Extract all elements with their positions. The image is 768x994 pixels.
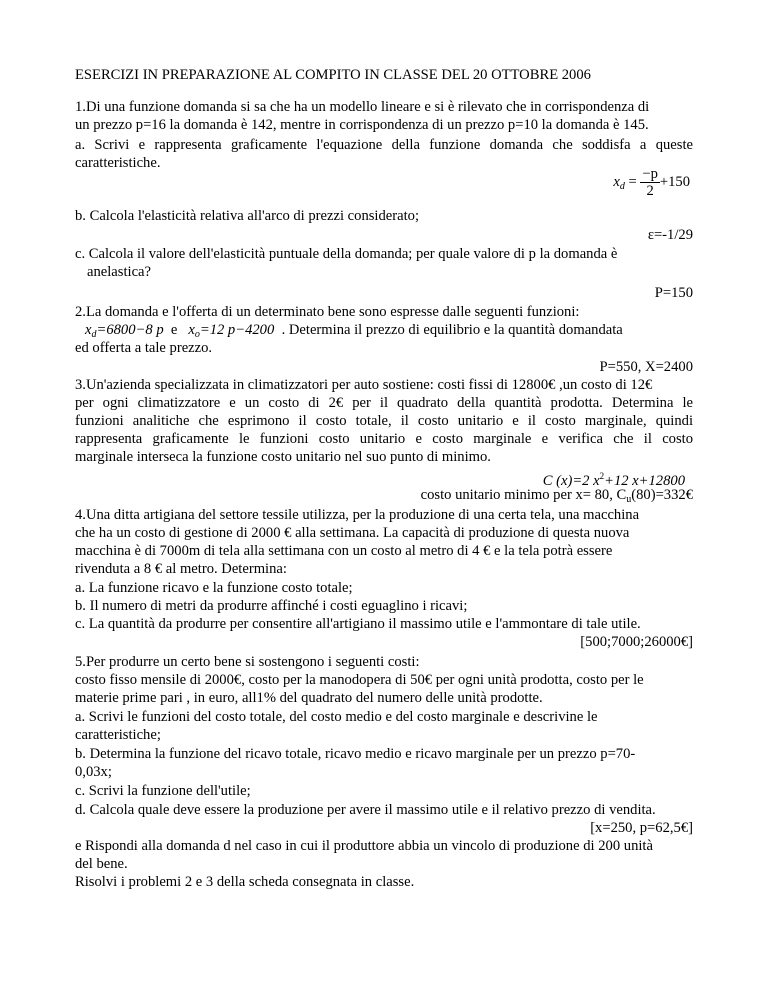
ex1-part-c-answer: P=150 xyxy=(654,285,693,301)
ex5-part-a-line-2: caratteristiche; xyxy=(75,727,161,743)
ex3-line-1: 3.Un'azienda specializzata in climatizzatori per auto sostiene: costi fissi di 12800€ ,un costo di 12€ xyxy=(75,377,653,393)
formula-var-x: x xyxy=(613,173,620,190)
ex5-part-d: d. Calcola quale deve essere la produzione per avere il massimo utile e il relativo prezzo di vendita. xyxy=(75,802,656,818)
ex3-line-2: per ogni climatizzatore e un costo di 2€ per il quadrato della quantità prodotta. Determina le xyxy=(75,395,693,411)
demand-expression: =6800−8 p xyxy=(96,322,164,338)
supply-expression: =12 p−4200 xyxy=(199,322,275,338)
supply-sub: o xyxy=(194,329,200,340)
ex2-answer: P=550, X=2400 xyxy=(599,359,693,375)
ex1-part-a-line-1: a. Scrivi e rappresenta graficamente l'equazione della funzione domanda che soddisfa a queste xyxy=(75,137,693,153)
ex1-part-c-line-2: anelastica? xyxy=(87,264,152,280)
demand-var: x xyxy=(85,322,92,338)
ex3-answer-text: costo unitario minimo per x= 80, C xyxy=(420,487,627,503)
ex1-line-2: un prezzo p=16 la domanda è 142, mentre in corrispondenza di un prezzo p=10 la domanda è 145. xyxy=(75,117,649,133)
ex3-line-4: rappresenta graficamente le funzioni costo unitario e costo marginale e verifica che il costo xyxy=(75,431,693,447)
ex5-part-e-line-2: del bene. xyxy=(75,856,128,872)
ex1-demand-formula: $x_d$ = $\frac{-p}{2}$ +150 xyxy=(613,166,690,199)
ex4-part-b: b. Il numero di metri da produrre affinché i costi eguaglino i ricavi; xyxy=(75,598,468,614)
formula-constant: +150 xyxy=(659,173,690,190)
ex5-part-b-line-1: b. Determina la funzione del ricavo totale, ricavo medio e ricavo marginale per un prezzo p=70- xyxy=(75,746,636,762)
ex1-part-c-line-1: c. Calcola il valore dell'elasticità puntuale della domanda; per quale valore di p la domanda è xyxy=(75,246,618,262)
ex4-line-4: rivenduta a 8 € al metro. Determina: xyxy=(75,561,287,577)
ex4-answer: [500;7000;26000€] xyxy=(580,634,693,650)
ex4-line-2: che ha un costo di gestione di 2000 € alla settimana. La capacità di produzione di questa nuova xyxy=(75,525,630,541)
ex4-part-a: a. La funzione ricavo e la funzione costo totale; xyxy=(75,580,353,596)
formula-fraction xyxy=(640,166,660,199)
conjunction: e xyxy=(170,322,178,338)
ex2-instruction: . Determina il prezzo di equilibrio e la quantità domandata xyxy=(281,322,623,338)
formula-denominator: 2 xyxy=(646,183,654,199)
ex3-line-3: funzioni analitiche che esprimono il costo totale, il costo unitario e il costo marginale, quindi xyxy=(75,413,693,429)
ex3-line-5: marginale interseca la funzione costo unitario nel suo punto di minimo. xyxy=(75,449,491,465)
ex5-answer: [x=250, p=62,5€] xyxy=(590,820,693,836)
ex3-answer-value: (80)=332€ xyxy=(631,487,693,503)
cost-formula-right: +12 x+12800 xyxy=(604,473,685,489)
ex5-line-1: 5.Per produrre un certo bene si sostengono i seguenti costi: xyxy=(75,654,420,670)
ex4-part-c: c. La quantità da produrre per consentire all'artigiano il massimo utile e l'ammontare di tale utile. xyxy=(75,616,641,632)
formula-numerator: −p xyxy=(642,166,658,182)
ex2-line-3: ed offerta a tale prezzo. xyxy=(75,340,213,356)
ex5-part-b-line-2: 0,03x; xyxy=(75,764,112,780)
supply-var: x xyxy=(188,322,195,338)
ex4-line-1: 4.Una ditta artigiana del settore tessile utilizza, per la produzione di una certa tela, una macchina xyxy=(75,507,640,523)
ex5-line-2: costo fisso mensile di 2000€, costo per la manodopera di 50€ per ogni unità prodotta, costo per le xyxy=(75,672,644,688)
ex5-line-3: materie prime pari , in euro, all1% del quadrato del numero delle unità prodotte. xyxy=(75,690,543,706)
ex1-part-b: b. Calcola l'elasticità relativa all'arco di prezzi considerato; xyxy=(75,208,420,224)
ex5-part-c: c. Scrivi la funzione dell'utile; xyxy=(75,783,251,799)
document-title: ESERCIZI IN PREPARAZIONE AL COMPITO IN CLASSE DEL 20 OTTOBRE 2006 xyxy=(75,67,591,83)
ex5-part-a-line-1: a. Scrivi le funzioni del costo totale, del costo medio e del costo marginale e descrivine le xyxy=(75,709,598,725)
formula-sub-d: d xyxy=(619,180,625,192)
ex2-line-1: 2.La domanda e l'offerta di un determinato bene sono espresse dalle seguenti funzioni: xyxy=(75,304,580,320)
ex1-part-a-line-2: caratteristiche. xyxy=(75,155,161,171)
ex4-line-3: macchina è di 7000m di tela alla settimana con un costo al metro di 4 € e la tela potrà essere xyxy=(75,543,613,559)
ex3-answer-sub: u xyxy=(626,494,632,505)
demand-sub: d xyxy=(91,329,97,340)
cost-formula-exponent: 2 xyxy=(599,471,605,481)
ex1-line-1: 1.Di una funzione domanda si sa che ha un modello lineare e si è rilevato che in corrispondenza di xyxy=(75,99,650,115)
ex1-part-b-answer: ε=-1/29 xyxy=(647,227,693,243)
ex5-part-e-line-1: e Rispondi alla domanda d nel caso in cui il produttore abbia un vincolo di produzione di 200 unità xyxy=(75,838,653,854)
final-instruction: Risolvi i problemi 2 e 3 della scheda consegnata in classe. xyxy=(75,874,415,890)
cost-formula-left: C (x)=2 x xyxy=(542,473,600,489)
